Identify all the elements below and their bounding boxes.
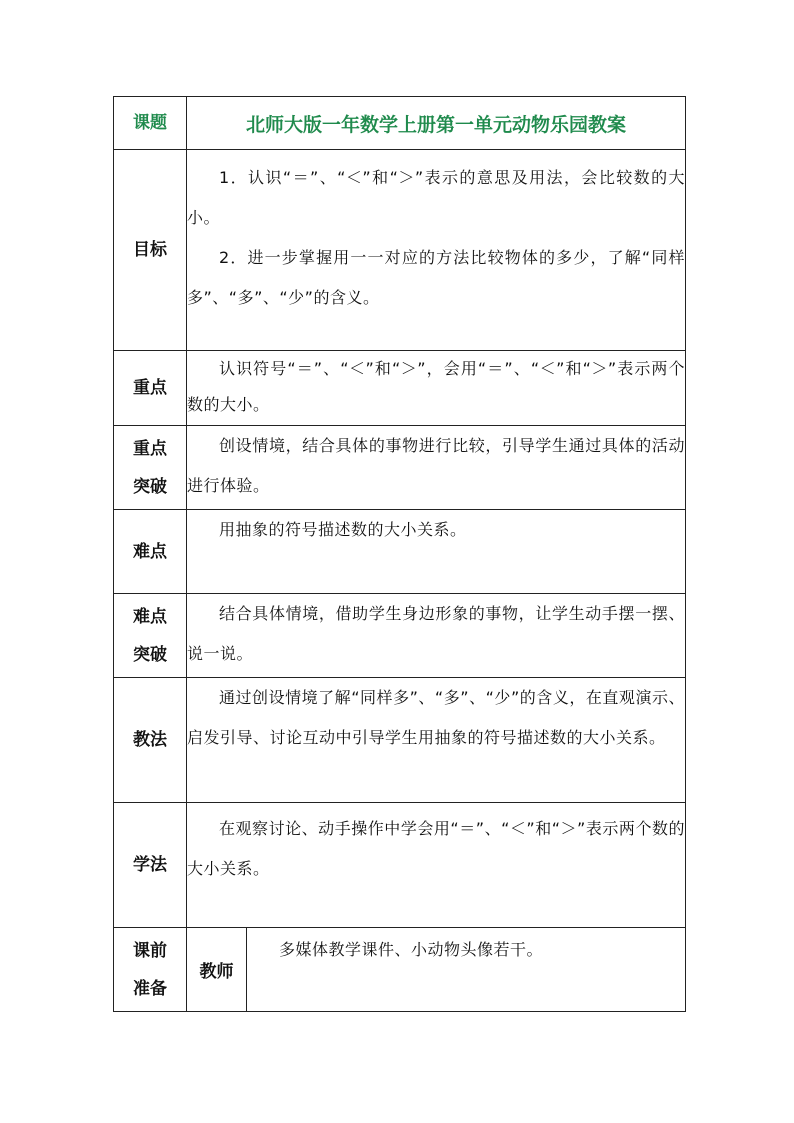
key-point-label-text: 重点 [133,378,167,398]
teacher-preparation-content [247,928,686,1012]
lesson-title: 北师大版一年数学上册第一单元动物乐园教案 [187,97,686,150]
teaching-method-label [114,678,187,803]
difficulty-breakthrough-label-line-1: 难点 [133,606,167,627]
difficulty-label-text: 难点 [133,541,167,562]
lesson-plan-table [113,96,686,1012]
preparation-label-line-2: 准备 [133,978,167,999]
preparation-row [114,928,686,1012]
difficulty-breakthrough-content [187,594,686,678]
key-breakthrough-label [114,426,187,510]
learning-method-label-text: 学法 [133,855,167,875]
difficulty-content [187,510,686,594]
preparation-label [114,928,187,1012]
teaching-method-content [187,678,686,803]
difficulty-breakthrough-label-line-2: 突破 [133,644,167,665]
learning-method-row [114,803,686,928]
key-point-content [187,351,686,426]
topic-label: 课题 [114,97,187,150]
teaching-method-paragraph: 通过创设情境了解“同样多”、“多”、“少”的含义，在直观演示、启发引导、讨论互动中引导学生用抽象的符号描述数的大小关系。 [187,688,686,747]
key-point-paragraph: 认识符号“＝”、“＜”和“＞”，会用“＝”、“＜”和“＞”表示两个数的大小。 [187,359,686,414]
title-row [114,97,686,150]
teacher-label: 教师 [187,928,247,1012]
teacher-preparation-text: 多媒体教学课件、小动物头像若干。 [279,940,544,959]
teaching-method-row [114,678,686,803]
difficulty-label [114,510,187,594]
key-breakthrough-content [187,426,686,510]
objectives-content [187,150,686,351]
key-point-label [114,351,187,426]
objective-paragraph-2: 2．进一步掌握用一一对应的方法比较物体的多少，了解“同样多”、“多”、“少”的含义。 [187,248,686,307]
key-breakthrough-label-line-1: 重点 [133,438,167,459]
difficulty-row [114,510,686,594]
key-breakthrough-paragraph: 创设情境，结合具体的事物进行比较，引导学生通过具体的活动进行体验。 [187,436,686,495]
objectives-label-text: 目标 [133,240,167,260]
learning-method-label [114,803,187,928]
preparation-label-line-1: 课前 [133,940,167,961]
learning-method-content [187,803,686,928]
teaching-method-label-text: 教法 [133,730,167,750]
difficulty-breakthrough-paragraph: 结合具体情境，借助学生身边形象的事物，让学生动手摆一摆、说一说。 [187,604,686,663]
key-breakthrough-row [114,426,686,510]
objectives-label [114,150,187,351]
difficulty-breakthrough-label [114,594,187,678]
difficulty-paragraph: 用抽象的符号描述数的大小关系。 [219,520,467,539]
key-breakthrough-label-line-2: 突破 [133,476,167,497]
difficulty-breakthrough-row [114,594,686,678]
objectives-row [114,150,686,351]
objective-paragraph-1: 1．认识“＝”、“＜”和“＞”表示的意思及用法，会比较数的大小。 [187,168,686,227]
key-point-row [114,351,686,426]
learning-method-paragraph: 在观察讨论、动手操作中学会用“＝”、“＜”和“＞”表示两个数的大小关系。 [187,819,686,878]
